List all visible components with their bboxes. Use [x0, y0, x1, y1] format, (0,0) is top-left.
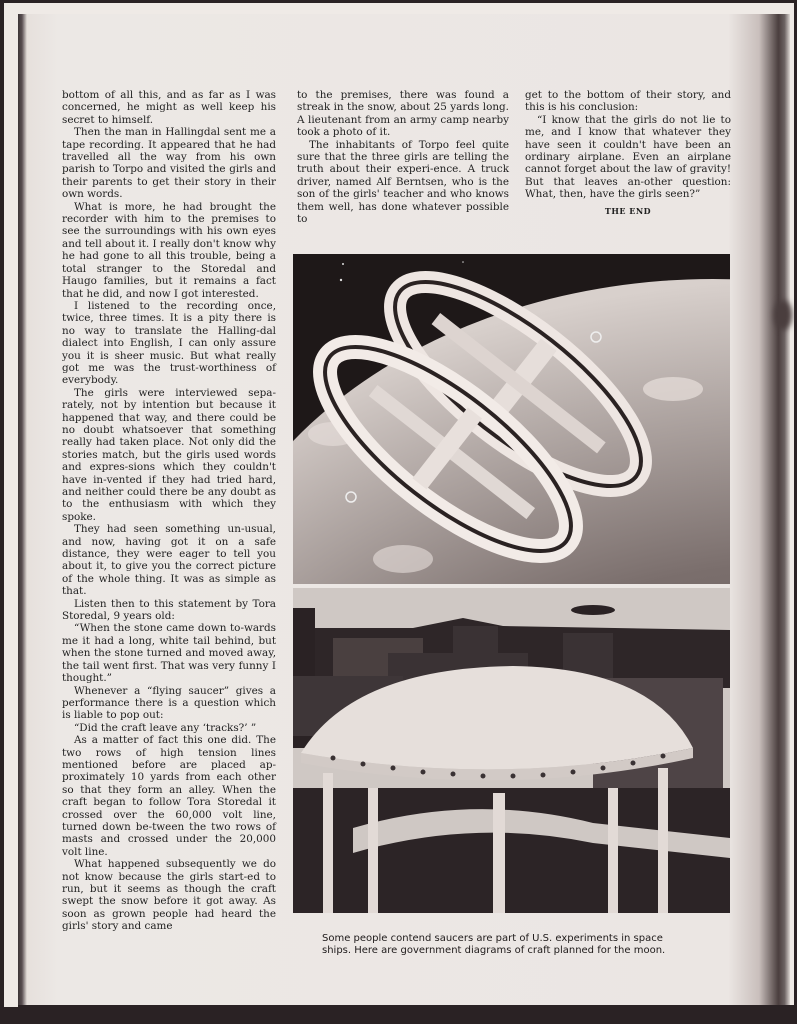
paragraph: The inhabitants of Torpo feel quite sure that the three girls are telling the truth about their experi-ence. A truck driver, named Alf Berntsen, who is the son of the girls' teacher and who knows them well, has done whatever possible to: [297, 138, 509, 226]
scan-bottom-edge: [18, 1005, 797, 1024]
paragraph: Whenever a “flying saucer” gives a performance there is a question which is liable to pop out:: [62, 684, 276, 722]
moon-base-illustration: [293, 588, 730, 913]
paragraph: I listened to the recording once, twice, three times. It is a pity there is no way to translate the Halling-dal dialect into English, I can only assure you it is sheer music. But what really got me was the trust-worthiness of everybody.: [62, 299, 276, 387]
quote-paragraph: “Did the craft leave any ‘tracks?’ ”: [74, 721, 257, 734]
paragraph: The girls were interviewed sepa-rately, not by intention but because it happened that way, and there could be no doubt whatsoever that something really had taken place. Not only did the stories match, but the girls used words and expres-sions which they couldn't have in-vented if they had tried hard, and neither could there be any doubt as to the enthusiasm with which they spoke.: [62, 386, 276, 523]
paragraph: bottom of all this, and as far as I was concerned, he might as well keep his secret to himself.: [62, 89, 276, 126]
article-column-1: [62, 89, 276, 933]
paragraph: to the premises, there was found a streak in the snow, about 25 yards long. A lieutenant from an army camp nearby took a photo of it.: [297, 89, 509, 139]
distant-craft: [571, 605, 615, 615]
paragraph: What is more, he had brought the recorder with him to the premises to see the surroundings with his own eyes and tell about it. I really don't know why he had gone to all this trouble, being a total stranger to the Storedal and Haugo families, but it remains a fact that he did, and now I got interested.: [62, 200, 276, 300]
space-station-illustration: [293, 254, 730, 584]
moon-base-drawing: [293, 588, 730, 913]
quote-paragraph: “I know that the girls do not lie to me, and I know that whatever they have seen it couldn't have been an ordinary airplane. Even an airplane cannot forget about the law of gravity! But that leaves an-other question: What, then, have the girls seen?”: [525, 113, 731, 201]
paragraph: Then the man in Hallingdal sent me a tape recording. It appeared that he had travelled all the way from his own parish to Torpo and visited the girls and their parents to get their story in their own words.: [62, 126, 276, 201]
paragraph: As a matter of fact this one did. The two rows of high tension lines mentioned before are placed ap-proximately 10 yards from each other so that they form an alley. When the craft began to follow Tora Storedal it crossed over the 60,000 volt line, turned down be-tween the two rows of masts and crossed under the 20,000 volt line.: [62, 734, 276, 858]
article-column-2: [297, 89, 509, 225]
paragraph: What happened subsequently we do not know because the girls start-ed to run, but it seems as though the craft swept the snow before it got away. As soon as grown people had heard the girls' story and came: [62, 858, 276, 933]
paragraph: Listen then to this statement by Tora Storedal, 9 years old:: [62, 597, 276, 623]
figure-caption: [322, 933, 732, 957]
caption-line: ships. Here are government diagrams of craft planned for the moon.: [322, 945, 666, 956]
the-end-mark: THE END: [604, 205, 652, 216]
space-station-drawing: [293, 254, 730, 584]
paragraph: They had seen something un-usual, and now, having got it on a safe distance, they were eager to tell you about it, to give you the correct picture of the whole thing. It was as simple as that.: [62, 523, 276, 598]
paragraph: get to the bottom of their story, and this is his conclusion:: [525, 89, 731, 114]
article-column-3: [525, 89, 731, 217]
quote-paragraph: “When the stone came down to-wards me it had a long, white tail behind, but when the stone turned and moved away, the tail went first. That was very funny I thought.”: [62, 622, 276, 685]
ink-blot: [774, 300, 792, 330]
caption-line: Some people contend saucers are part of U.S. experiments in space: [322, 933, 663, 944]
